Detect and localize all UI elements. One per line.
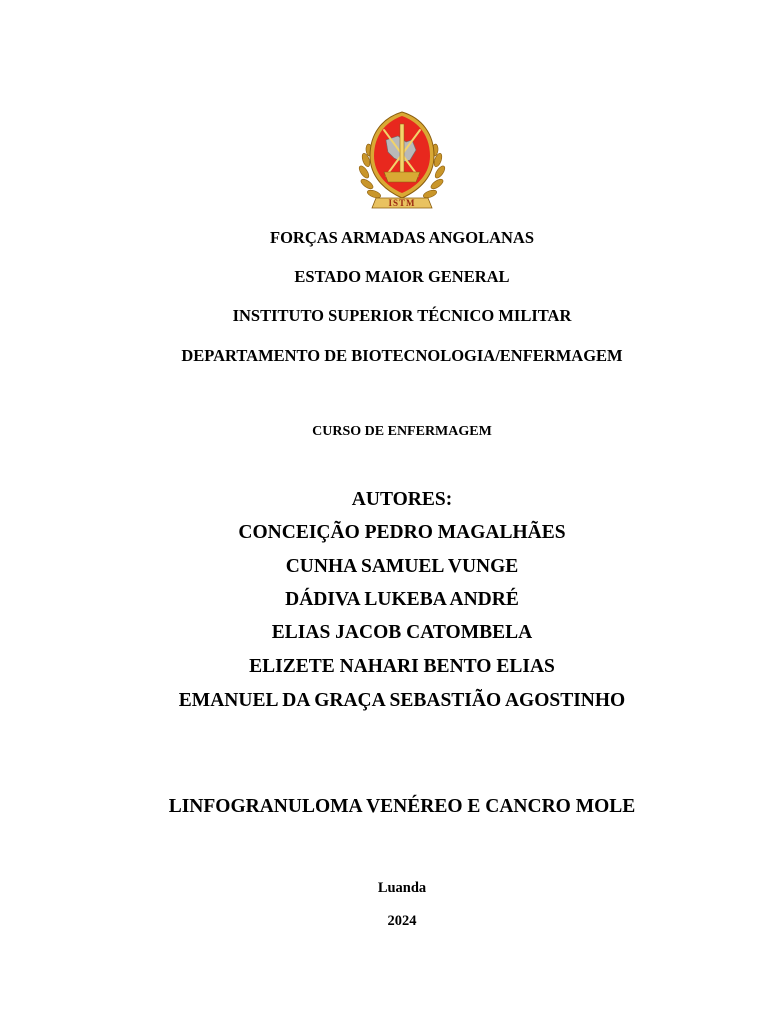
document-title: LINFOGRANULOMA VENÉREO E CANCRO MOLE <box>168 796 636 817</box>
author-name: ELIZETE NAHARI BENTO ELIAS <box>249 656 555 677</box>
author-name: CONCEIÇÃO PEDRO MAGALHÃES <box>238 522 566 543</box>
header-armed-forces: FORÇAS ARMADAS ANGOLANAS <box>269 228 535 247</box>
footer-city: Luanda <box>377 880 427 896</box>
course-name: CURSO DE ENFERMAGEM <box>312 424 492 439</box>
footer-year: 2024 <box>387 913 417 929</box>
authors-label: AUTORES: <box>351 489 453 510</box>
header-institute: INSTITUTO SUPERIOR TÉCNICO MILITAR <box>232 306 572 325</box>
author-name: DÁDIVA LUKEBA ANDRÉ <box>285 589 519 610</box>
header-department: DEPARTAMENTO DE BIOTECNOLOGIA/ENFERMAGEM <box>181 346 623 365</box>
istm-crest-logo <box>356 110 448 212</box>
author-name: EMANUEL DA GRAÇA SEBASTIÃO AGOSTINHO <box>178 690 626 711</box>
author-name: CUNHA SAMUEL VUNGE <box>285 556 519 577</box>
author-name: ELIAS JACOB CATOMBELA <box>271 622 533 643</box>
logo-text: ISTM <box>388 198 416 208</box>
header-general-staff: ESTADO MAIOR GENERAL <box>294 267 510 286</box>
